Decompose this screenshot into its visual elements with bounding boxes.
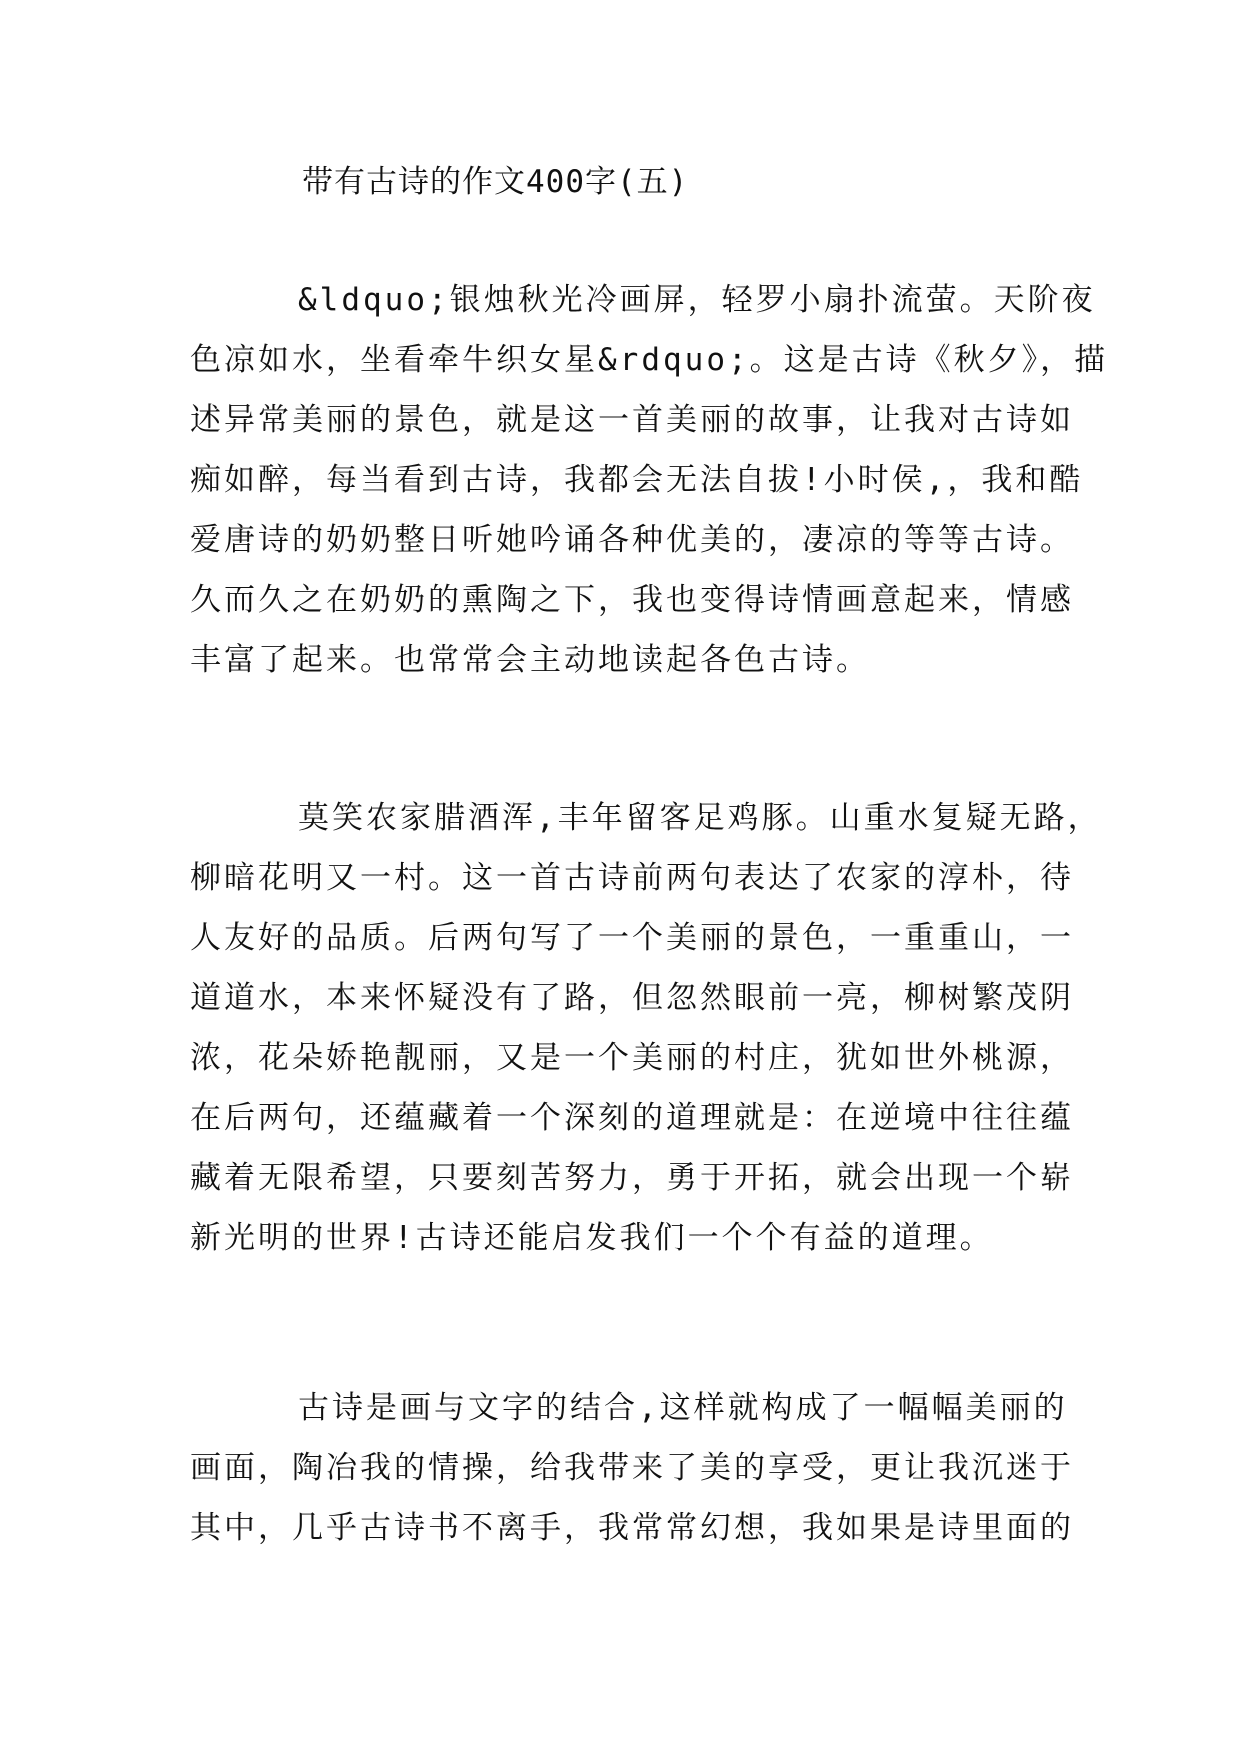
paragraph-line: 其中，几乎古诗书不离手，我常常幻想，我如果是诗里面的: [190, 1510, 1074, 1546]
paragraph-line: 爱唐诗的奶奶整日听她吟诵各种优美的，凄凉的等等古诗。: [190, 522, 1074, 558]
paragraph-line: 痴如醉，每当看到古诗，我都会无法自拔!小时侯,，我和酷: [190, 462, 1084, 498]
paragraph-line: 浓，花朵娇艳靓丽，又是一个美丽的村庄，犹如世外桃源，: [190, 1040, 1074, 1076]
paragraph-line: 述异常美丽的景色，就是这一首美丽的故事，让我对古诗如: [190, 402, 1074, 438]
paragraph-line: 在后两句，还蕴藏着一个深刻的道理就是：在逆境中往往蕴: [190, 1100, 1074, 1136]
paragraph-line: 色凉如水，坐看牵牛织女星&rdquo;。这是古诗《秋夕》，描: [190, 342, 1109, 378]
paragraph-line: 柳暗花明又一村。这一首古诗前两句表达了农家的淳朴，待: [190, 860, 1074, 896]
paragraph-line: &ldquo;银烛秋光冷画屏，轻罗小扇扑流萤。天阶夜: [298, 282, 1096, 318]
paragraph-line: 丰富了起来。也常常会主动地读起各色古诗。: [190, 642, 870, 678]
paragraph-line: 新光明的世界!古诗还能启发我们一个个有益的道理。: [190, 1220, 994, 1256]
paragraph-line: 久而久之在奶奶的熏陶之下，我也变得诗情画意起来，情感: [190, 582, 1074, 618]
paragraph-line: 藏着无限希望，只要刻苦努力，勇于开拓，就会出现一个崭: [190, 1160, 1074, 1196]
document-title: 带有古诗的作文400字(五): [302, 164, 689, 200]
paragraph-line: 莫笑农家腊酒浑,丰年留客足鸡豚。山重水复疑无路，: [298, 800, 1102, 836]
paragraph-line: 古诗是画与文字的结合,这样就构成了一幅幅美丽的: [298, 1390, 1068, 1426]
paragraph-1: [190, 270, 1108, 690]
paragraph-line: 道道水，本来怀疑没有了路，但忽然眼前一亮，柳树繁茂阴: [190, 980, 1074, 1016]
paragraph-3: [190, 1378, 1074, 1558]
paragraph-line: 人友好的品质。后两句写了一个美丽的景色，一重重山，一: [190, 920, 1074, 956]
paragraph-line: 画面，陶冶我的情操，给我带来了美的享受，更让我沉迷于: [190, 1450, 1074, 1486]
paragraph-2: [190, 788, 1102, 1268]
